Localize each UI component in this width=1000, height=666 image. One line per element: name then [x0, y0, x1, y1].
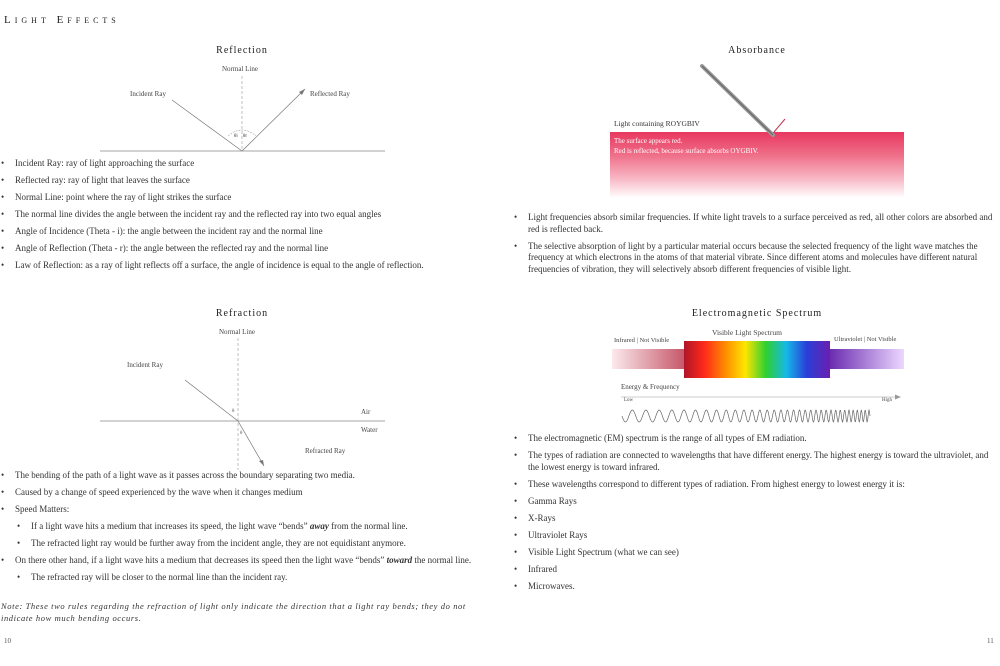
- ultraviolet-band: [830, 349, 904, 369]
- light-beam: [690, 58, 800, 148]
- list-item: • Light frequencies absorb similar frequencies. If white light travels to a surface perceived as red, all other colors are absorbed and red is reflected back.: [514, 212, 998, 235]
- refraction-title: Refraction: [215, 308, 269, 319]
- visible-spectrum-label: Visible Light Spectrum: [712, 328, 782, 337]
- infrared-label: Infrared | Not Visible: [614, 337, 670, 344]
- infrared-band: [612, 349, 684, 369]
- high-label: High: [882, 398, 892, 403]
- visible-band: [684, 341, 830, 378]
- energy-graph: [618, 392, 908, 432]
- energy-label: Energy & Frequency: [621, 383, 680, 391]
- theta-r-label: θr: [243, 134, 248, 139]
- list-item: • Incident Ray: ray of light approaching the surface: [1, 158, 493, 170]
- list-item: • Visible Light Spectrum (what we can see): [514, 547, 998, 559]
- spectrum-bullets: [514, 433, 998, 598]
- list-item: • The types of radiation are connected to wavelengths that have different energy. The highest energy is toward the ultraviolet, and the lowest energy is toward infrared.: [514, 450, 998, 473]
- page-title: Light Effects: [4, 14, 120, 26]
- list-item: • The normal line divides the angle between the incident ray and the reflected ray into two equal angles: [1, 209, 493, 221]
- list-item: • Reflected ray: ray of light that leaves the surface: [1, 175, 493, 187]
- refraction-note: Note: These two rules regarding the refraction of light only indicate the direction that a light ray bends; they do not indicate how much bending occurs.: [1, 601, 466, 623]
- list-item: • The electromagnetic (EM) spectrum is the range of all types of EM radiation.: [514, 433, 998, 445]
- list-item: • Angle of Reflection (Theta - r): the angle between the reflected ray and the normal line: [1, 243, 493, 255]
- refracted-label: Refracted Ray: [305, 447, 346, 455]
- refraction-normal-label: Normal Line: [219, 328, 255, 336]
- page-number-right: 11: [987, 637, 994, 645]
- svg-text:θ: θ: [232, 409, 235, 414]
- refraction-incident-label: Incident Ray: [127, 361, 163, 369]
- list-item: • Normal Line: point where the ray of light strikes the surface: [1, 192, 493, 204]
- reflection-normal-label: Normal Line: [222, 65, 258, 73]
- list-item: • Infrared: [514, 564, 998, 576]
- list-item: • Microwaves.: [514, 581, 998, 593]
- surface-label-2: Red is reflected, because surface absorbs OYGBIV.: [614, 147, 759, 155]
- list-item: • Caused by a change of speed experienced by the wave when it changes medium: [1, 487, 493, 499]
- reflection-reflected-label: Reflected Ray: [310, 90, 350, 98]
- low-label: Low: [624, 398, 634, 403]
- absorbance-title: Absorbance: [728, 45, 786, 56]
- spectrum-title: Electromagnetic Spectrum: [691, 308, 823, 319]
- list-item: • Speed Matters:: [1, 504, 493, 516]
- list-item: • Angle of Incidence (Theta - i): the angle between the incident ray and the normal line: [1, 226, 493, 238]
- air-label: Air: [361, 408, 371, 416]
- list-item: • On there other hand, if a light wave hits a medium that decreases its speed then the light wave “bends” toward the normal line.: [1, 555, 493, 567]
- list-item: • These wavelengths correspond to different types of radiation. From highest energy to lowest energy it is:: [514, 479, 998, 491]
- theta-i-label: θi: [234, 134, 238, 139]
- absorbance-bullets: [514, 212, 998, 281]
- list-item: • X-Rays: [514, 513, 998, 525]
- list-item: • Gamma Rays: [514, 496, 998, 508]
- list-item: • The bending of the path of a light wave as it passes across the boundary separating two media.: [1, 470, 493, 482]
- page-number-left: 10: [4, 637, 11, 645]
- list-item: • The refracted light ray would be further away from the incident angle, they are not equidistant anymore.: [1, 538, 493, 550]
- reflection-diagram: [0, 0, 500, 160]
- ultraviolet-label: Ultraviolet | Not Visible: [834, 336, 897, 343]
- refraction-diagram: [0, 320, 500, 470]
- reflection-bullets: [1, 158, 493, 277]
- list-item: • The selective absorption of light by a particular material occurs because the selected frequency of the light wave matches the frequency at which electrons in the atoms of that material vibrate. Since different atoms and molecules have different natural frequencies of vibration, they will selectively absorb different frequencies of visible light.: [514, 241, 998, 276]
- list-item: • The refracted ray will be closer to the normal line than the incident ray.: [1, 572, 493, 584]
- surface-label-1: The surface appears red.: [614, 137, 683, 145]
- reflection-incident-label: Incident Ray: [130, 90, 166, 98]
- svg-text:θ: θ: [240, 431, 243, 436]
- reflection-title: Reflection: [216, 45, 268, 56]
- water-label: Water: [361, 426, 378, 434]
- list-item: • Law of Reflection: as a ray of light reflects off a surface, the angle of incidence is equal to the angle of reflection.: [1, 260, 493, 272]
- refraction-bullets: [1, 470, 493, 589]
- light-label: Light containing ROYGBIV: [614, 119, 700, 128]
- list-item: • Ultraviolet Rays: [514, 530, 998, 542]
- list-item: • If a light wave hits a medium that increases its speed, the light wave “bends” away from the normal line.: [1, 521, 493, 533]
